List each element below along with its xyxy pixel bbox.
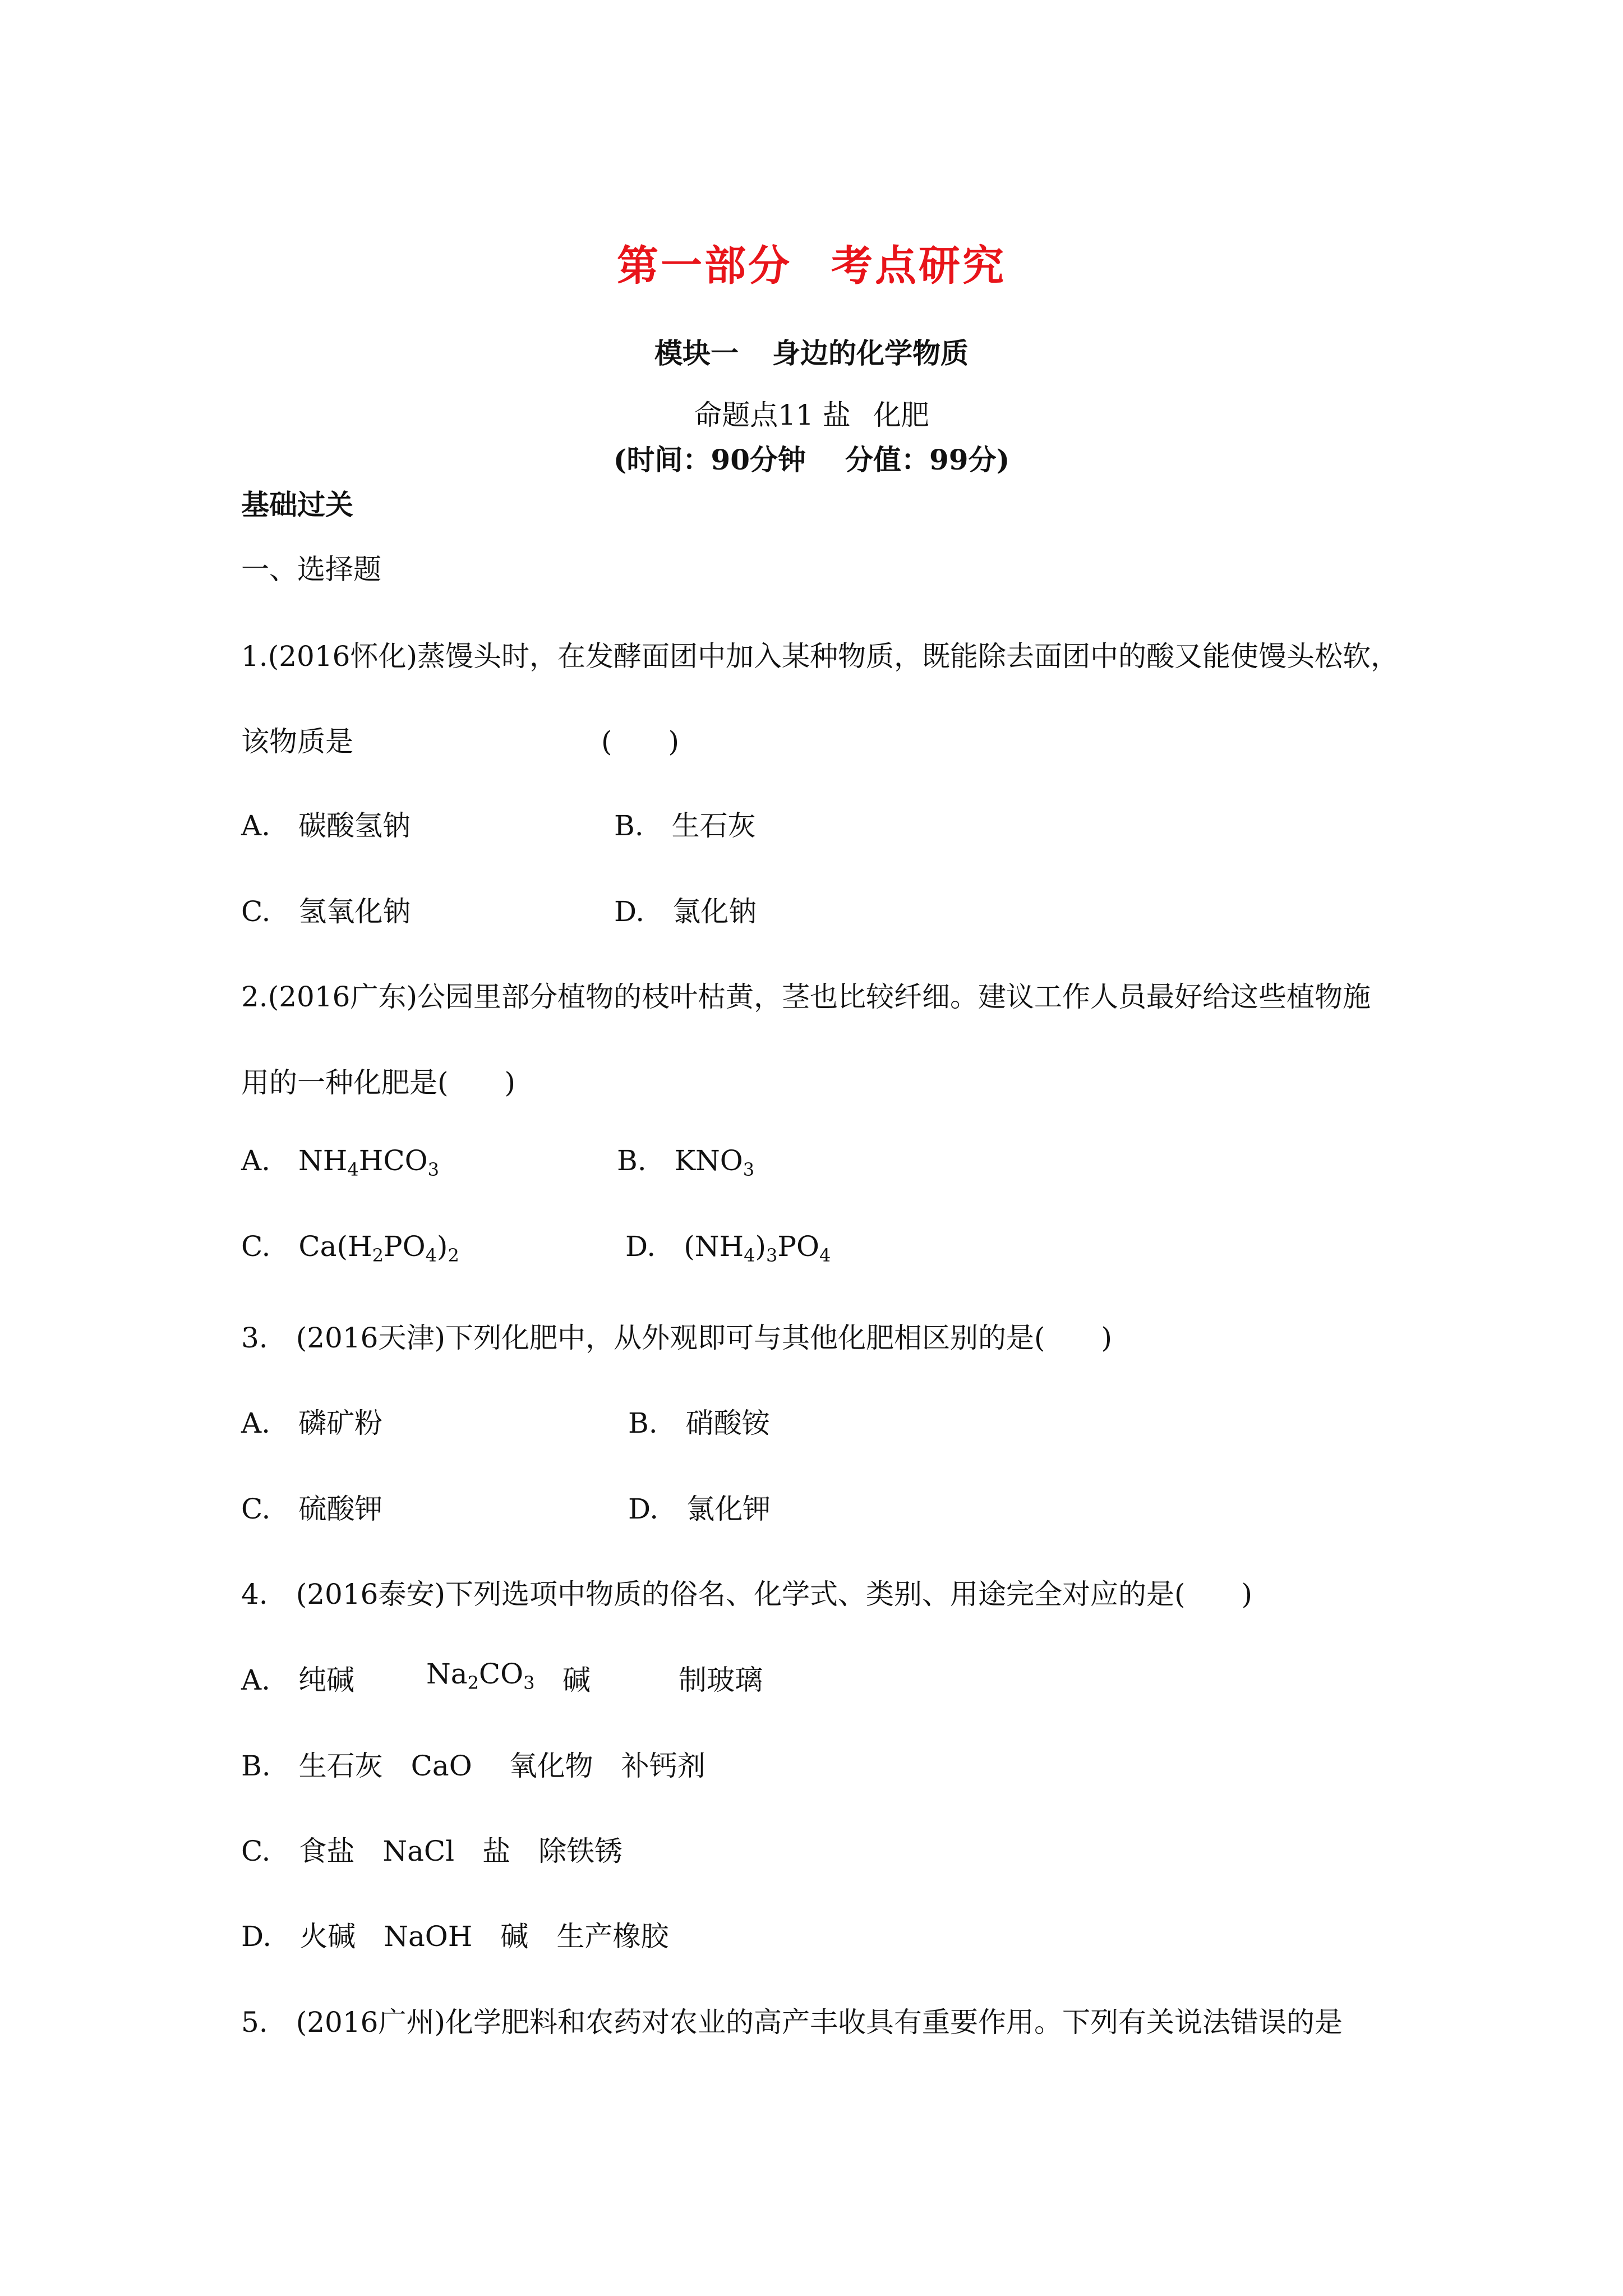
score-label: 分值：99分) (845, 443, 1010, 476)
topic-number: 命题点11 盐 (694, 399, 851, 431)
answer-bracket: ( ) (601, 725, 680, 758)
option-b: B. 生石灰 (614, 809, 756, 842)
option-a: A. 磷矿粉 (241, 1407, 383, 1439)
option-d (625, 1230, 831, 1266)
option-c: C. 食盐 NaCl 盐 除铁锈 (241, 1835, 623, 1867)
question-1-stem-cont (241, 719, 353, 760)
section-heading-basic: 基础过关 (241, 488, 353, 521)
option-label: B. (617, 1144, 647, 1177)
option-c (241, 1230, 459, 1266)
option-c: C. 氢氧化钠 (241, 895, 411, 928)
option-label: C. (241, 1230, 271, 1263)
option-d: D. 火碱 NaOH 碱 生产橡胶 (241, 1920, 669, 1953)
question-1-stem: 1.(2016怀化)蒸馒头时，在发酵面团中加入某种物质，既能除去面团中的酸又能使馒头松软， (241, 640, 1399, 673)
part-title-name: 考点研究 (831, 242, 1006, 290)
module-title (0, 331, 1623, 371)
option-d: D. 氯化钾 (628, 1493, 771, 1525)
question-5-stem: 5. (2016广州)化学肥料和农药对农业的高产丰收具有重要作用。下列有关说法错误的是 (241, 2006, 1343, 2039)
time-score-line (0, 438, 1623, 478)
option-a (241, 1658, 354, 1698)
question-1-stem-text: 该物质是 (241, 725, 353, 758)
option-a (241, 1144, 439, 1180)
option-a: A. 碳酸氢钠 (241, 809, 411, 842)
option-b: B. 硝酸铵 (628, 1407, 770, 1439)
option-b: B. 生石灰 CaO 氧化物 补钙剂 (241, 1750, 706, 1782)
formula: $(NH_4)_3PO_4$ (684, 1230, 831, 1266)
formula: $Ca(H_2PO_4)_2$ (298, 1230, 459, 1266)
topic-name: 化肥 (873, 399, 929, 431)
option-b (617, 1144, 755, 1180)
module-name: 身边的化学物质 (772, 337, 969, 370)
option-label: D. (625, 1230, 656, 1263)
section-heading-choice: 一、选择题 (241, 553, 381, 586)
option-a-category: 碱 (562, 1664, 591, 1696)
question-3-stem: 3. (2016天津)下列化肥中，从外观即可与其他化肥相区别的是( ) (241, 1322, 1112, 1354)
module-number: 模块一 (654, 337, 739, 370)
question-2-stem-cont: 用的一种化肥是( ) (241, 1066, 516, 1099)
option-c: C. 硫酸钾 (241, 1493, 383, 1525)
question-4-stem: 4. (2016泰安)下列选项中物质的俗名、化学式、类别、用途完全对应的是( ) (241, 1578, 1252, 1611)
formula: $KNO_3$ (674, 1144, 755, 1180)
option-a-use: 制玻璃 (679, 1664, 763, 1696)
time-label: (时间：90分钟 (613, 443, 806, 476)
option-label: A. (241, 1144, 271, 1177)
question-2-stem: 2.(2016广东)公园里部分植物的枝叶枯黄，茎也比较纤细。建议工作人员最好给这些植物施 (241, 981, 1371, 1013)
option-a-name: A. 纯碱 (241, 1664, 355, 1696)
formula: $Na_2CO_3$ (426, 1658, 535, 1694)
part-title (0, 233, 1623, 292)
part-title-number: 第一部分 (617, 242, 792, 290)
formula: $NH_4HCO_3$ (298, 1144, 439, 1180)
option-d: D. 氯化钠 (614, 895, 757, 928)
topic-title (0, 393, 1623, 433)
